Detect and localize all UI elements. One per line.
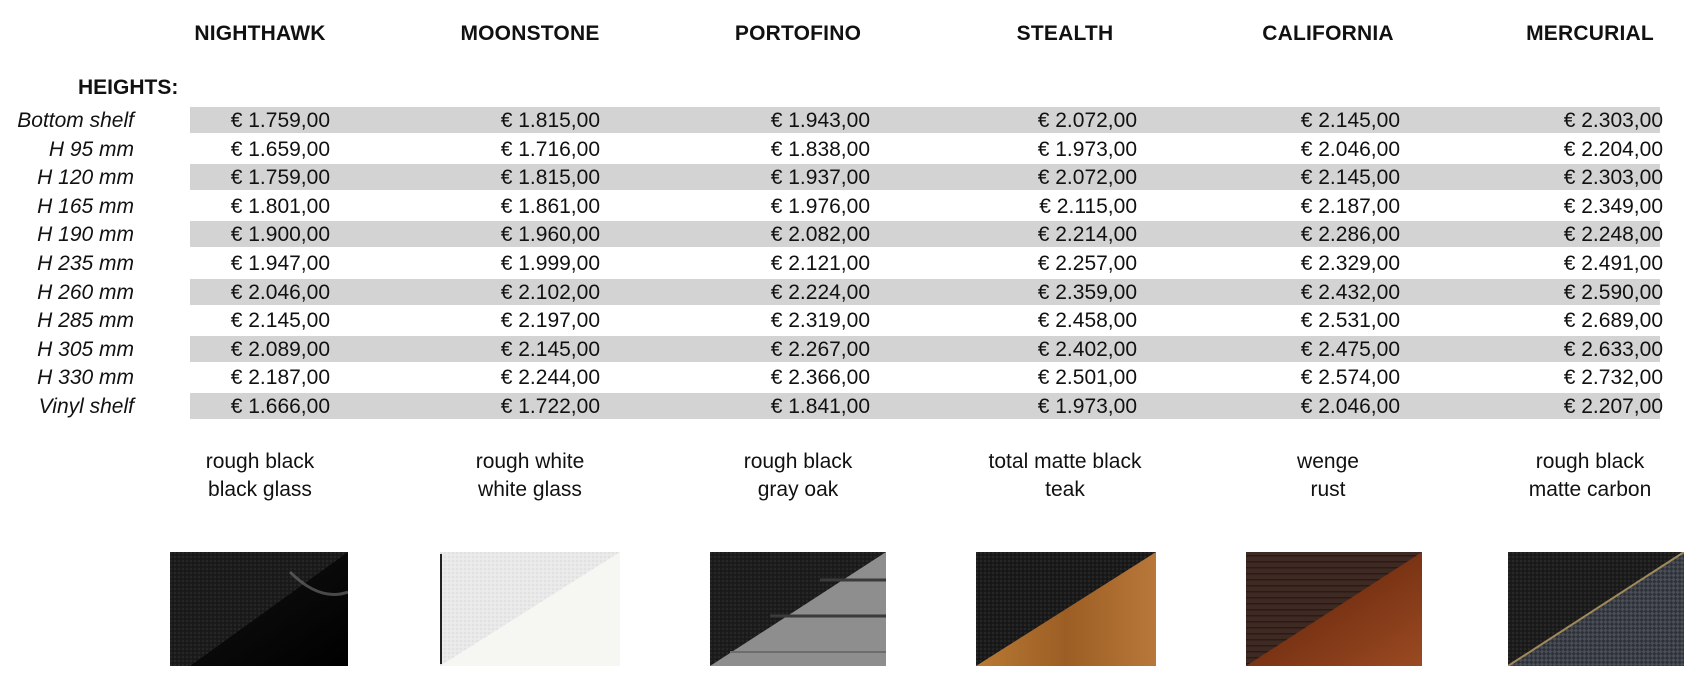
table-row <box>0 193 1663 219</box>
finish-line-1: total matte black <box>988 450 1142 473</box>
table-row <box>0 364 1663 390</box>
price-cell: € 2.214,00 <box>1037 223 1137 247</box>
finish-line-2: rust <box>1310 478 1346 501</box>
finish-line-1: rough black <box>205 450 315 473</box>
finish-stealth <box>955 448 1175 504</box>
row-label: H 330 mm <box>37 366 134 390</box>
price-cell: € 2.244,00 <box>500 366 600 390</box>
row-band <box>190 107 1660 133</box>
price-cell: € 2.491,00 <box>1563 252 1663 275</box>
finish-line-1: rough black <box>743 450 853 473</box>
price-cell: € 1.759,00 <box>230 109 330 132</box>
row-label: Vinyl shelf <box>38 395 134 418</box>
price-cell: € 2.115,00 <box>1039 194 1137 218</box>
price-cell: € 1.722,00 <box>500 395 600 418</box>
price-cell: € 2.359,00 <box>1037 280 1137 304</box>
row-label: H 95 mm <box>48 137 134 161</box>
price-cell: € 2.187,00 <box>1300 194 1400 218</box>
price-cell: € 2.501,00 <box>1037 366 1137 390</box>
moonstone-swatch <box>440 552 620 666</box>
price-cell: € 2.145,00 <box>500 337 600 361</box>
price-cell: € 2.402,00 <box>1037 337 1137 361</box>
price-cell: € 2.432,00 <box>1300 280 1400 304</box>
price-cell: € 2.303,00 <box>1563 166 1663 190</box>
price-cell: € 1.815,00 <box>500 109 600 132</box>
row-band <box>190 164 1660 190</box>
price-cell: € 2.366,00 <box>770 366 870 390</box>
column-header-mercurial: MERCURIAL <box>1526 22 1654 45</box>
row-band <box>190 393 1660 419</box>
price-cell: € 2.303,00 <box>1563 109 1663 132</box>
price-cell: € 2.349,00 <box>1563 194 1663 218</box>
price-cell: € 2.082,00 <box>770 223 870 247</box>
price-cell: € 2.574,00 <box>1300 366 1400 390</box>
price-cell: € 2.267,00 <box>770 337 870 361</box>
price-cell: € 1.960,00 <box>500 223 600 247</box>
price-cell: € 1.900,00 <box>230 223 330 247</box>
finish-moonstone <box>420 448 640 504</box>
stealth-swatch <box>976 552 1156 666</box>
row-label: H 165 mm <box>37 194 134 218</box>
row-label: H 190 mm <box>37 223 134 247</box>
price-cell: € 1.999,00 <box>500 252 600 275</box>
row-label: H 305 mm <box>37 337 134 361</box>
finish-line-2: white glass <box>478 478 582 501</box>
table-row <box>0 336 1663 362</box>
price-cell: € 1.937,00 <box>770 166 870 190</box>
heights-label: HEIGHTS: <box>78 76 179 99</box>
price-cell: € 2.046,00 <box>1300 137 1400 161</box>
column-header-california: CALIFORNIA <box>1262 22 1394 45</box>
mercurial-swatch <box>1508 552 1684 666</box>
price-cell: € 1.841,00 <box>770 395 870 418</box>
california-swatch <box>1246 552 1422 666</box>
price-cell: € 2.207,00 <box>1563 395 1663 418</box>
price-cell: € 2.531,00 <box>1300 309 1400 333</box>
row-band <box>190 279 1660 305</box>
price-cell: € 1.666,00 <box>230 395 330 418</box>
price-cell: € 1.801,00 <box>230 194 330 218</box>
price-cell: € 2.145,00 <box>230 309 330 333</box>
finish-line-1: rough white <box>475 450 585 473</box>
table-row <box>0 279 1663 305</box>
table-row <box>0 250 1663 276</box>
price-cell: € 2.204,00 <box>1563 137 1663 161</box>
price-cell: € 1.815,00 <box>500 166 600 190</box>
price-cell: € 2.197,00 <box>500 309 600 333</box>
price-cell: € 2.145,00 <box>1300 109 1400 132</box>
table-row <box>0 164 1663 190</box>
price-cell: € 2.046,00 <box>1300 395 1400 418</box>
price-cell: € 2.072,00 <box>1037 109 1137 132</box>
column-header-portofino: PORTOFINO <box>734 22 862 45</box>
price-cell: € 1.838,00 <box>770 137 870 161</box>
table-row <box>0 221 1663 247</box>
price-cell: € 1.659,00 <box>230 137 330 161</box>
finish-california <box>1218 448 1438 504</box>
price-cell: € 2.121,00 <box>770 252 870 275</box>
price-cell: € 2.475,00 <box>1300 337 1400 361</box>
price-cell: € 2.224,00 <box>770 280 870 304</box>
price-cell: € 1.861,00 <box>500 194 600 218</box>
table-row <box>0 107 1663 133</box>
price-cell: € 1.716,00 <box>500 137 600 161</box>
price-cell: € 2.633,00 <box>1563 337 1663 361</box>
row-band <box>190 221 1660 247</box>
column-header-moonstone: MOONSTONE <box>460 22 600 45</box>
finish-nighthawk <box>150 448 370 504</box>
row-label: H 120 mm <box>37 166 134 190</box>
finish-line-2: matte carbon <box>1528 478 1652 501</box>
price-cell: € 1.759,00 <box>230 166 330 190</box>
finish-line-2: teak <box>1045 478 1085 501</box>
price-cell: € 2.458,00 <box>1037 309 1137 333</box>
price-cell: € 2.046,00 <box>230 280 330 304</box>
nighthawk-swatch <box>170 552 348 666</box>
price-cell: € 2.590,00 <box>1563 280 1663 304</box>
table-row <box>0 393 1663 419</box>
price-cell: € 2.089,00 <box>230 337 330 361</box>
table-row <box>0 307 1663 333</box>
price-cell: € 1.947,00 <box>230 252 330 275</box>
column-header-stealth: STEALTH <box>1016 22 1114 45</box>
price-cell: € 2.689,00 <box>1563 309 1663 333</box>
price-cell: € 2.102,00 <box>500 280 600 304</box>
finish-line-1: wenge <box>1297 450 1359 473</box>
price-cell: € 2.319,00 <box>770 309 870 333</box>
finish-line-2: black glass <box>208 478 312 501</box>
price-cell: € 2.286,00 <box>1300 223 1400 247</box>
price-cell: € 2.329,00 <box>1300 252 1400 275</box>
price-cell: € 1.973,00 <box>1037 137 1137 161</box>
column-header-nighthawk: NIGHTHAWK <box>194 22 326 45</box>
price-cell: € 1.976,00 <box>770 194 870 218</box>
price-cell: € 1.943,00 <box>770 109 870 132</box>
row-label: H 235 mm <box>37 252 134 275</box>
finish-mercurial <box>1480 448 1692 504</box>
price-cell: € 2.248,00 <box>1563 223 1663 247</box>
finish-line-2: gray oak <box>757 478 839 501</box>
row-label: Bottom shelf <box>17 109 134 132</box>
price-cell: € 2.187,00 <box>230 366 330 390</box>
price-cell: € 2.257,00 <box>1037 252 1137 275</box>
price-cell: € 2.072,00 <box>1037 166 1137 190</box>
price-cell: € 2.732,00 <box>1563 366 1663 390</box>
price-cell: € 2.145,00 <box>1300 166 1400 190</box>
portofino-swatch <box>710 552 886 666</box>
finish-portofino <box>688 448 908 504</box>
row-band <box>190 336 1660 362</box>
row-label: H 260 mm <box>37 280 134 304</box>
price-cell: € 1.973,00 <box>1037 395 1137 418</box>
finish-line-1: rough black <box>1535 450 1645 473</box>
table-row <box>0 136 1663 162</box>
row-label: H 285 mm <box>37 309 134 333</box>
